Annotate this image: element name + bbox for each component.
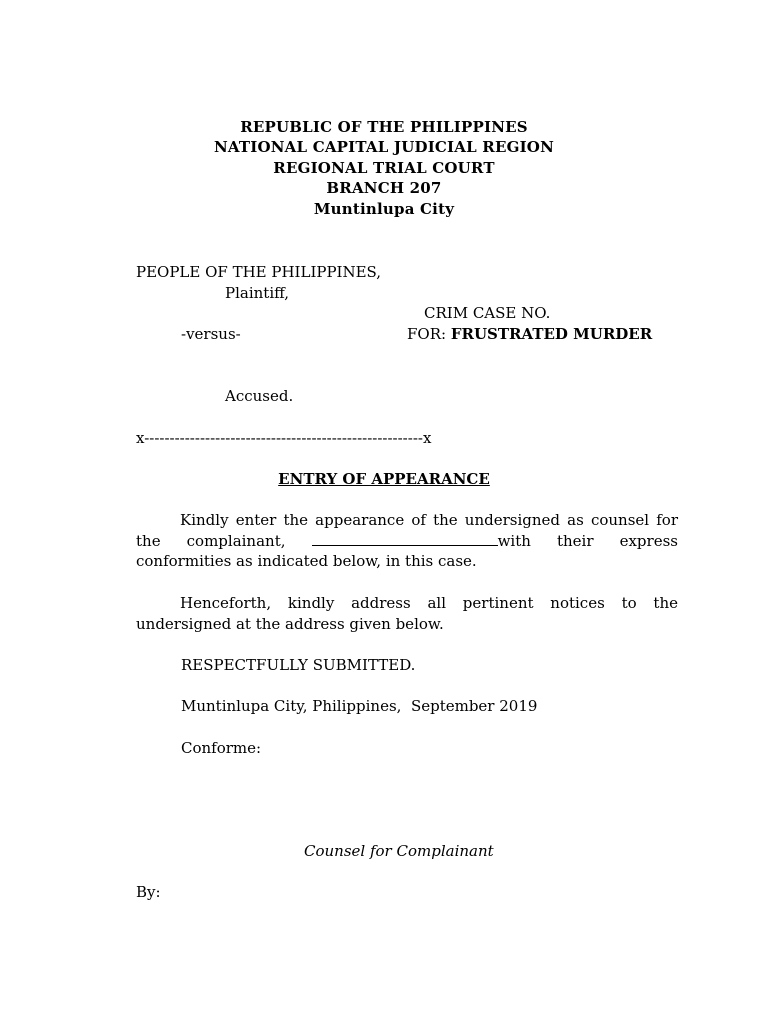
place-date: Muntinlupa City, Philippines, September 2019 [181,697,538,715]
counsel-signature-caption: Counsel for Complainant [304,842,494,860]
plaintiff-name: PEOPLE OF THE PHILIPPINES, [136,263,382,281]
paragraph-appearance-text: Kindly enter the appearance of the undersigned as counsel for the complainant, [136,511,678,550]
header-branch: BRANCH 207 [326,179,442,197]
by-label: By: [136,883,161,901]
header-city: Muntinlupa City [313,200,455,218]
plaintiff-role: Plaintiff, [225,284,290,302]
complainant-name-blank [312,532,498,546]
accused-label: Accused. [225,387,294,405]
for-label: FOR: [407,325,447,343]
paragraph-appearance-text-end: with their express conformities as indicated below, in this case. [136,531,678,570]
caption-separator: x-------------------------------------------------------x [136,429,432,447]
header-republic: REPUBLIC OF THE PHILIPPINES [240,118,528,136]
paragraph-notices [136,593,678,634]
document-title: ENTRY OF APPEARANCE [278,470,490,488]
offense-name: FRUSTRATED MURDER [450,325,653,343]
header-court: REGIONAL TRIAL COURT [273,159,495,177]
versus-label: -versus- [181,325,241,343]
paragraph-notices-text: Henceforth, kindly address all pertinent notices to the undersigned at the address given below. [136,594,678,633]
paragraph-appearance [136,510,678,572]
header-region: NATIONAL CAPITAL JUDICIAL REGION [214,138,554,156]
offense-line [407,324,652,344]
conforme-label: Conforme: [181,739,262,757]
case-number-label: CRIM CASE NO. [424,304,551,322]
respectfully-submitted: RESPECTFULLY SUBMITTED. [181,656,416,674]
